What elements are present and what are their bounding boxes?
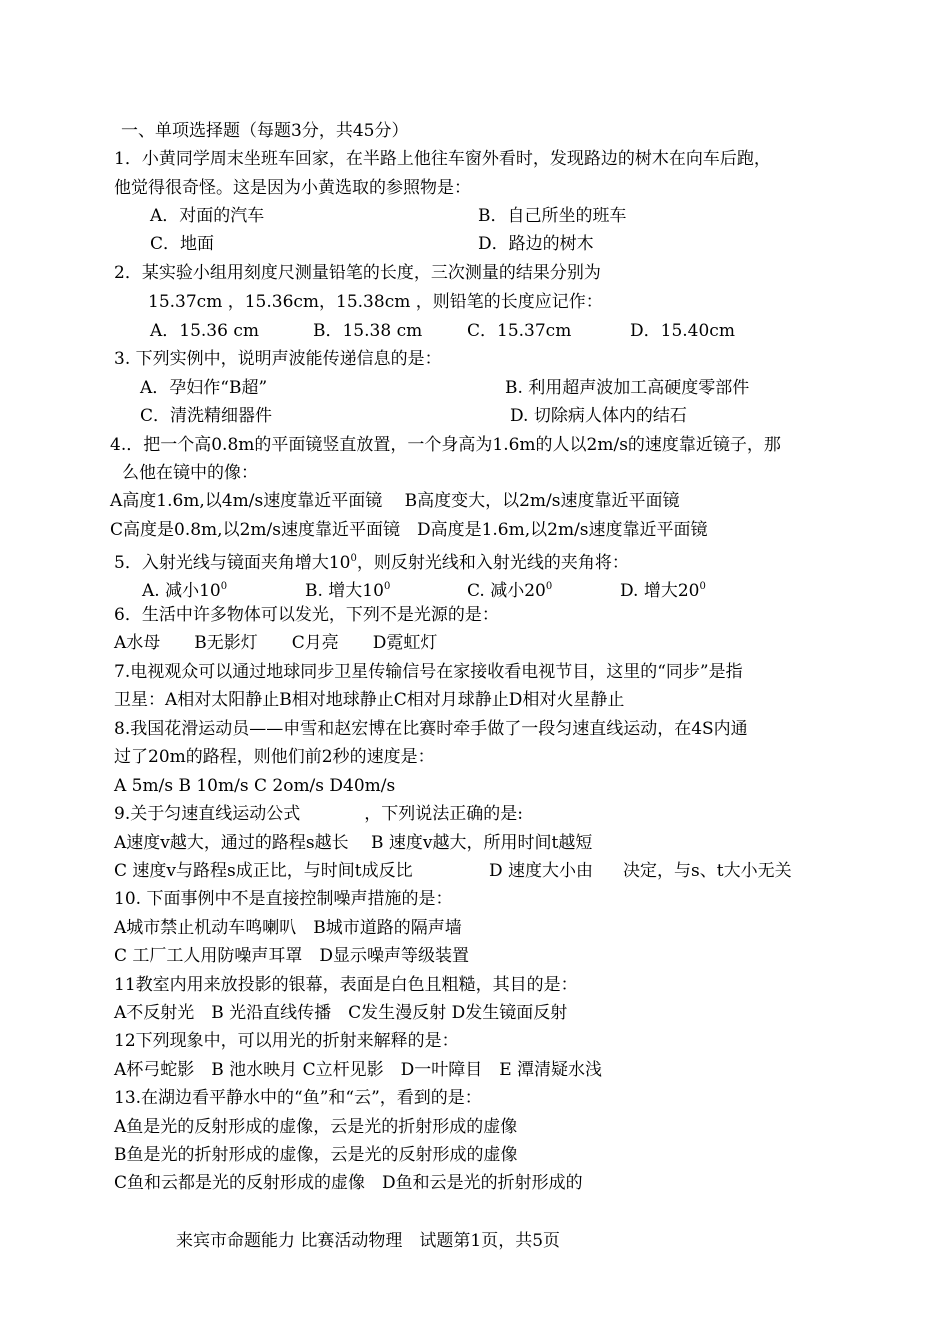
q2-stem: 2．某实验小组用刻度尺测量铅笔的长度，三次测量的结果分别为 [114,263,601,283]
q2-option-c: C．15.37cm [467,321,572,341]
q3-option-d: D. 切除病人体内的结石 [510,406,687,426]
q2-option-b: B．15.38 cm [313,321,423,341]
q7-stem: 7.电视观众可以通过地球同步卫星传输信号在家接收看电视节目，这里的“同步”是指 [114,662,743,682]
q6-stem: 6．生活中许多物体可以发光，下列不是光源的是： [114,605,499,625]
q10-options-ab: A城市禁止机动车鸣喇叭 B城市道路的隔声墙 [114,918,462,938]
page-footer: 来宾市命题能力 比赛活动物理 试题第1页，共5页 [176,1231,561,1251]
q9-options-ab: A速度v越大，通过的路程s越长 B 速度v越大，所用时间t越短 [114,833,593,853]
q4-options-cd: C高度是0.8m,以2m/s速度靠近平面镜 D高度是1.6m,以2m/s速度靠近平面镜 [110,520,708,540]
q1-stem-cont: 他觉得很奇怪。这是因为小黄选取的参照物是： [114,178,471,198]
q1-option-a: A．对面的汽车 [150,206,265,226]
q1-option-c: C．地面 [150,234,215,254]
section-title: 一、单项选择题（每题3分，共45分） [121,121,409,141]
q9-option-d: D 速度大小由 决定，与s、t大小无关 [489,861,792,881]
q3-option-c: C．清洗精细器件 [140,406,273,426]
q1-option-b: B．自己所坐的班车 [478,206,627,226]
q1-stem: 1．小黄同学周末坐班车回家，在半路上他往车窗外看时，发现路边的树木在向车后跑， [114,149,771,169]
q10-options-cd: C 工厂工人用防噪声耳罩 D显示噪声等级装置 [114,946,470,966]
q7-stem-cont: 卫星：A相对太阳静止B相对地球静止C相对月球静止D相对火星静止 [114,690,625,710]
q2-option-d: D．15.40cm [630,321,735,341]
q9-stem-text-end: ，下列说法正确的是: [364,804,523,824]
q12-stem: 12下列现象中，可以用光的折射来解释的是： [114,1031,459,1051]
q10-stem: 10. 下面事例中不是直接控制噪声措施的是： [114,889,453,909]
q13-stem: 13.在湖边看平静水中的“鱼”和“云”，看到的是： [114,1088,482,1108]
q13-option-a: A鱼是光的反射形成的虚像，云是光的折射形成的虚像 [114,1117,518,1137]
q8-stem-cont: 过了20m的路程，则他们前2秒的速度是： [114,747,435,767]
q8-options: A 5m/s B 10m/s C 2om/s D40m/s [114,776,396,796]
q9-stem [114,803,523,825]
q8-stem: 8.我国花滑运动员——申雪和赵宏博在比赛时牵手做了一段匀速直线运动，在4S内通 [114,719,748,739]
q4-stem: 4.．把一个高0.8m的平面镜竖直放置，一个身高为1.6m的人以2m/s的速度靠近镜子，那 [110,435,781,455]
q5-option-a: A. 减小$10^0$ [142,581,228,601]
q2-stem-cont: 15.37cm ，15.36cm，15.38cm ，则铅笔的长度应记作： [148,292,603,312]
q5-stem [114,548,629,574]
q11-stem: 11教室内用来放投影的银幕，表面是白色且粗糙，其目的是： [114,975,578,995]
q9-option-c: C 速度v与路程s成正比，与时间t成反比 [114,861,413,881]
q5-stem-text-end: ，则反射光线和入射光线的夹角将： [356,553,629,573]
q3-stem: 3. 下列实例中，说明声波能传递信息的是： [114,349,442,369]
degree-symbol: 0 [350,553,357,564]
q3-option-b: B. 利用超声波加工高硬度零部件 [505,378,750,398]
q5-option-b: B. 增大$10^0$ [305,581,391,601]
q2-option-a: A．15.36 cm [150,321,259,341]
q4-stem-cont: 么他在镜中的像： [122,463,258,483]
q5-stem-text: 5．入射光线与镜面夹角增大10 [114,553,351,573]
q4-options-ab: A高度1.6m,以4m/s速度靠近平面镜 B高度变大，以2m/s速度靠近平面镜 [110,491,680,511]
q5-option-c: C. 减小$20^0$ [467,581,553,601]
q13-option-b: B鱼是光的折射形成的虚像，云是光的反射形成的虚像 [114,1145,518,1165]
q11-options: A不反射光 B 光沿直线传播 C发生漫反射 D发生镜面反射 [114,1003,568,1023]
q12-options: A杯弓蛇影 B 池水映月 C立杆见影 D一叶障目 E 潭清疑水浅 [114,1060,603,1080]
q5-option-d: D. 增大$20^0$ [620,581,706,601]
q1-option-d: D．路边的树木 [478,234,594,254]
q9-stem-text: 9.关于匀速直线运动公式 [114,804,301,824]
q13-options-cd: C鱼和云都是光的反射形成的虚像 D鱼和云是光的折射形成的 [114,1173,583,1193]
q6-options: A水母 B无影灯 C月亮 D霓虹灯 [114,633,438,653]
q3-option-a: A．孕妇作“B超” [140,378,268,398]
